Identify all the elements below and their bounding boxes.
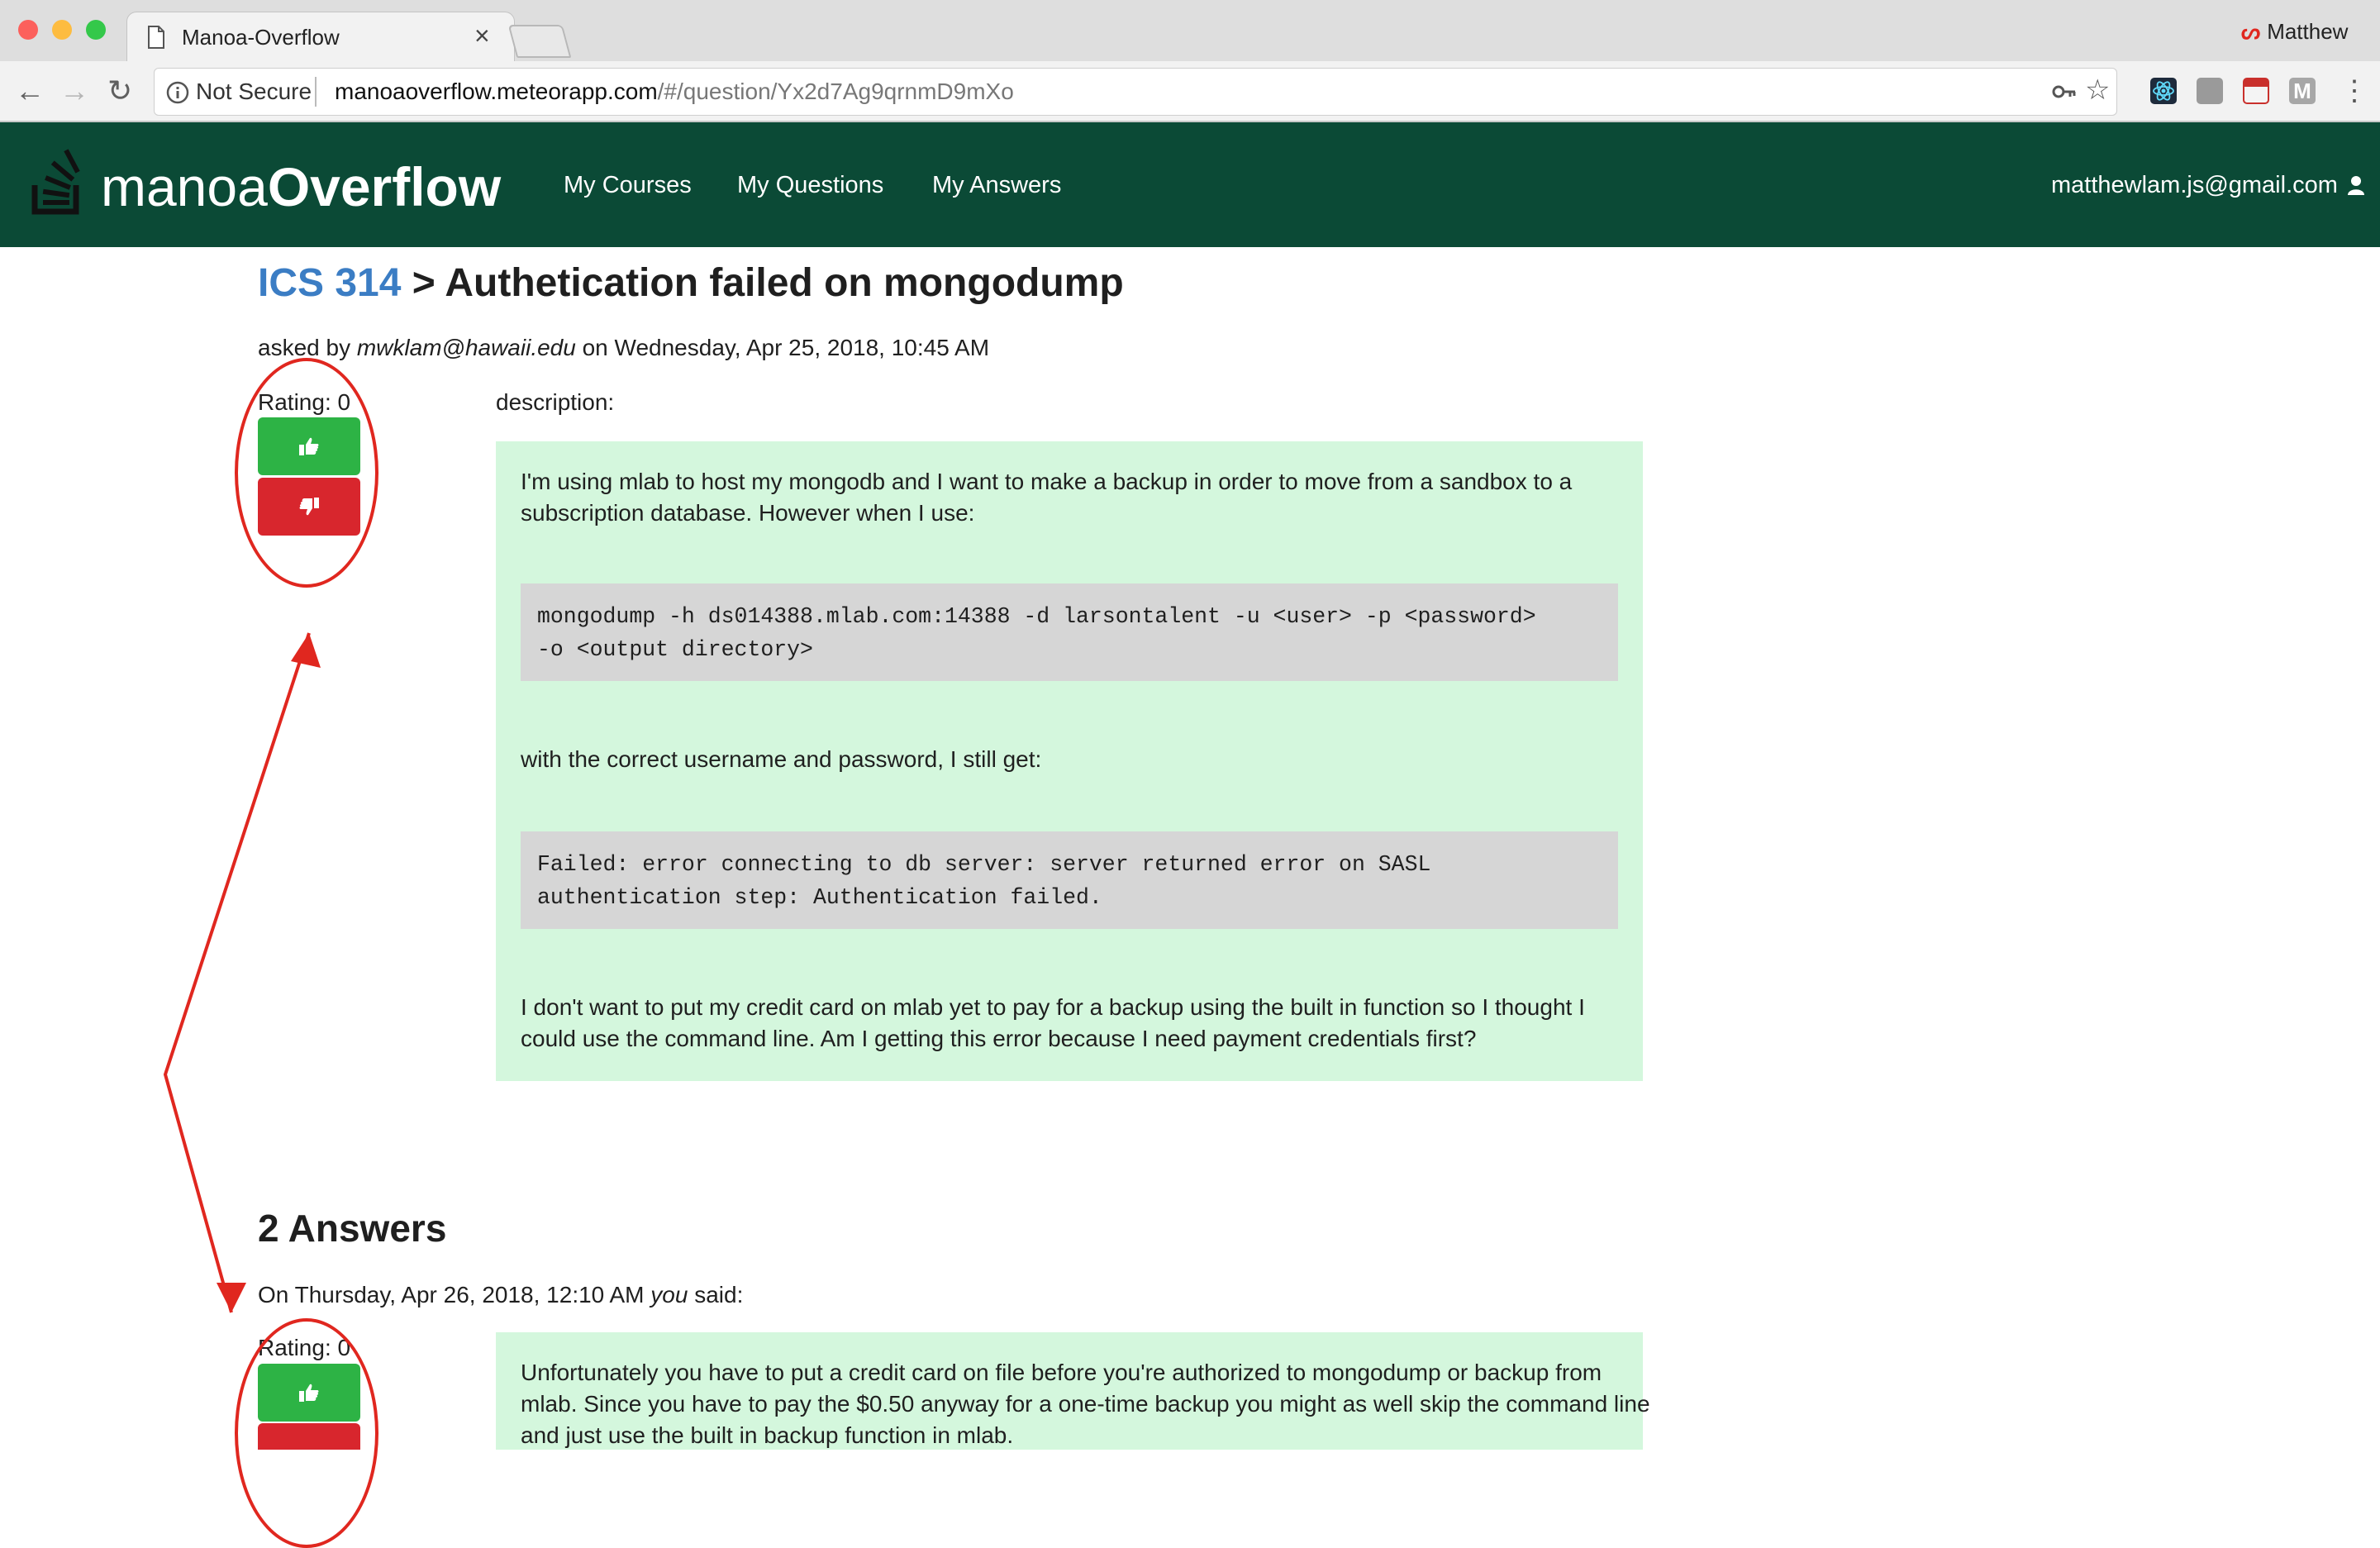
- annotation-circle-answer-rating: [235, 1318, 378, 1548]
- answer-body: [496, 1332, 1650, 1450]
- info-icon: [166, 81, 189, 104]
- security-label: Not Secure: [196, 79, 312, 104]
- brand-name[interactable]: [101, 154, 501, 220]
- paragraph-line: mlab. Since you have to pay the $0.50 anyway for a one-time backup you might as well skip the command line: [521, 1391, 1650, 1417]
- forward-icon[interactable]: →: [60, 74, 89, 107]
- asked-by-label: asked by: [258, 335, 351, 360]
- code-line: mongodump -h ds014388.mlab.com:14388 -d larsontalent -u <user> -p <password>: [537, 604, 1536, 629]
- address-divider: [315, 77, 317, 107]
- page-icon: [147, 26, 165, 49]
- brand-bold: Overflow: [267, 156, 502, 217]
- question-meta: [258, 332, 989, 364]
- stack-logo-icon[interactable]: [31, 144, 88, 215]
- extension-icon-2[interactable]: [2197, 78, 2223, 104]
- tab-close-icon[interactable]: ×: [474, 21, 490, 50]
- user-icon: [2348, 175, 2364, 195]
- browser-tab[interactable]: [126, 12, 515, 62]
- code-line: authentication step: Authentication failed.: [537, 885, 1102, 910]
- question-paragraph-3: [521, 992, 1585, 1055]
- code-line: Failed: error connecting to db server: server returned error on SASL: [537, 852, 1431, 877]
- arrow-head-down: [217, 1283, 246, 1312]
- tab-title: Manoa-Overflow: [182, 25, 340, 50]
- course-link[interactable]: ICS 314: [258, 261, 402, 305]
- description-label: description:: [496, 389, 615, 415]
- question-paragraph-1: [521, 466, 1572, 529]
- react-logo-icon: [2150, 78, 2177, 104]
- answer-date: On Thursday, Apr 26, 2018, 12:10 AM: [258, 1282, 645, 1307]
- code-line: -o <output directory>: [537, 637, 813, 662]
- answer-rating: Rating: 0: [258, 1335, 351, 1360]
- annotation-circle-question-rating: [235, 358, 378, 588]
- window-minimize-button[interactable]: [52, 20, 72, 40]
- nav-my-questions[interactable]: My Questions: [737, 172, 884, 198]
- url-text: [335, 77, 1014, 107]
- profile-button[interactable]: [2241, 18, 2348, 45]
- paragraph-line: subscription database. However when I use:: [521, 500, 975, 526]
- profile-icon: ᔕ: [2241, 19, 2261, 44]
- code-block-command: [521, 583, 1618, 681]
- title-separator: >: [412, 261, 436, 305]
- arrow-head-up: [291, 633, 321, 668]
- question-paragraph-2: [521, 744, 1041, 775]
- back-icon[interactable]: ←: [15, 74, 45, 107]
- user-email: matthewlam.js@gmail.com: [2051, 172, 2338, 198]
- paragraph-line: and just use the built in backup function in mlab.: [521, 1422, 1014, 1448]
- profile-name: Matthew: [2267, 19, 2349, 44]
- new-tab-button[interactable]: [508, 25, 572, 58]
- calendar-extension-icon[interactable]: [2243, 78, 2269, 104]
- question-author: mwklam@hawaii.edu: [356, 335, 576, 360]
- window-maximize-button[interactable]: [86, 20, 106, 40]
- key-icon[interactable]: [2052, 82, 2077, 102]
- url-domain: manoaoverflow.meteorapp.com: [335, 79, 658, 104]
- page-title: [258, 256, 1124, 311]
- question-rating: Rating: 0: [258, 389, 351, 415]
- brand-light: manoa: [101, 156, 268, 217]
- nav-my-answers[interactable]: My Answers: [932, 172, 1062, 198]
- bookmark-star-icon[interactable]: ☆: [2085, 74, 2111, 106]
- url-path: /#/question/Yx2d7Ag9qrnmD9mXo: [657, 79, 1014, 104]
- nav-my-courses[interactable]: My Courses: [564, 172, 692, 198]
- answer-author: you: [650, 1282, 688, 1307]
- address-bar[interactable]: [154, 68, 2117, 116]
- extension-m-icon[interactable]: M: [2289, 78, 2316, 104]
- user-menu[interactable]: [2051, 170, 2364, 200]
- paragraph-line: could use the command line. Am I getting this error because I need payment credentials first?: [521, 1026, 1477, 1051]
- paragraph-line: I don't want to put my credit card on mlab yet to pay for a backup using the built in function so I thought I: [521, 994, 1585, 1020]
- question-body: [496, 441, 1643, 1081]
- browser-menu-icon[interactable]: ⋮: [2340, 75, 2368, 107]
- paragraph-line: Unfortunately you have to put a credit card on file before you're authorized to mongodump or backup from: [521, 1360, 1602, 1385]
- window-close-button[interactable]: [18, 20, 38, 40]
- react-devtools-icon[interactable]: [2150, 78, 2177, 104]
- question-date: on Wednesday, Apr 25, 2018, 10:45 AM: [582, 335, 990, 360]
- paragraph-line: I'm using mlab to host my mongodb and I want to make a backup in order to move from a sandbox to a: [521, 469, 1573, 494]
- reload-icon[interactable]: ↻: [107, 74, 133, 107]
- answer-meta: [258, 1279, 743, 1311]
- answer-paragraph: [521, 1357, 1650, 1451]
- answers-heading: 2 Answers: [258, 1207, 447, 1250]
- answer-said: said:: [694, 1282, 744, 1307]
- question-title: Authetication failed on mongodump: [445, 261, 1124, 305]
- paragraph-line: with the correct username and password, I still get:: [521, 746, 1042, 772]
- code-block-error: [521, 831, 1618, 929]
